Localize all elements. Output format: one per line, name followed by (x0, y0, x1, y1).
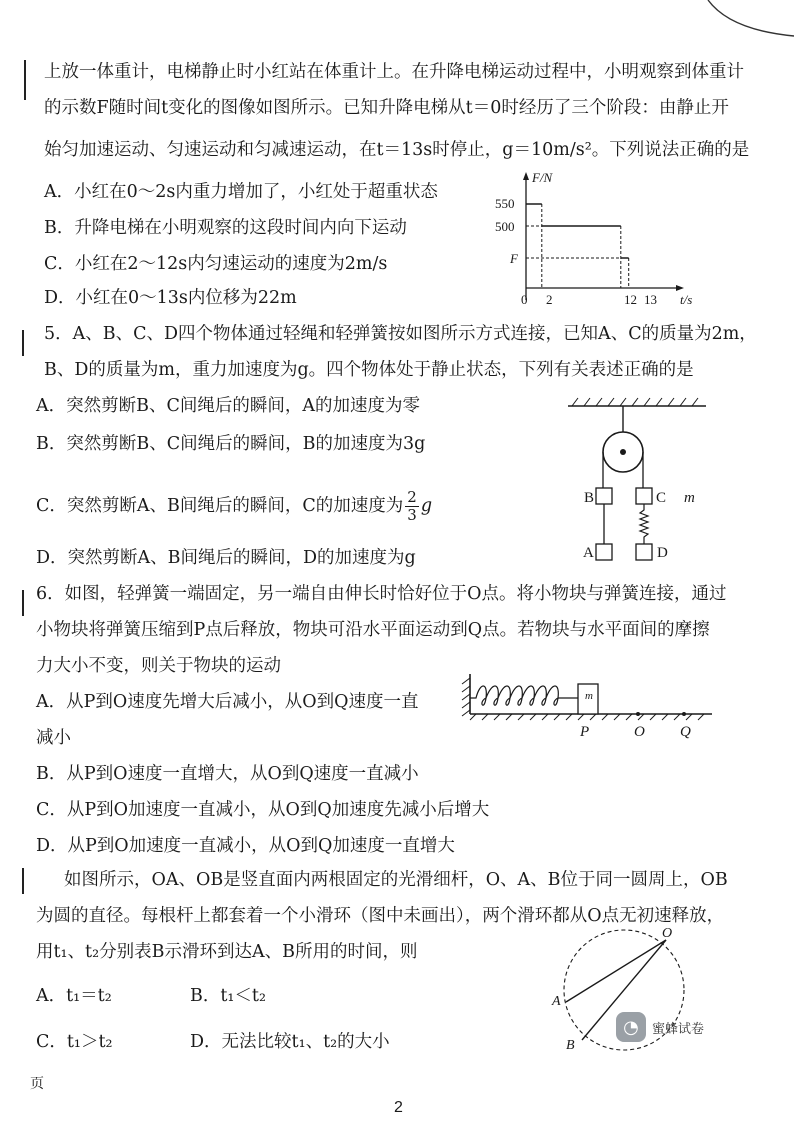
q7-stem-1: 如图所示，OA、OB是竖直面内两根固定的光滑细杆，O、A、B位于同一圆周上，OB (64, 870, 728, 890)
watermark-badge (616, 1012, 704, 1042)
q4-option-a: A．小红在0～2s内重力增加了，小红处于超重状态 (44, 182, 438, 202)
margin-mark (22, 590, 24, 616)
wall-hatch (462, 678, 470, 716)
fraction (405, 489, 419, 524)
fig5-label-m: m (684, 490, 695, 506)
spring-c-d (640, 504, 648, 544)
q6-option-a-1: A．从P到O速度先增大后减小，从O到Q速度一直 (36, 692, 419, 712)
q7-option-b: B．t₁＜t₂ (190, 986, 266, 1006)
fig5-label-b: B (584, 490, 595, 506)
fig5-label-d: D (657, 545, 668, 561)
ceiling-hatch (572, 398, 698, 406)
intro-line-3: 始匀加速运动、匀速运动和匀减速运动，在t＝13s时停止，g＝10m/s²。下列说法正确的是 (44, 140, 750, 160)
force-time-chart (490, 170, 710, 310)
pulley-axle (620, 449, 626, 455)
x-axis-arrow (676, 285, 684, 291)
fig6-label-m: m (585, 690, 593, 702)
q5-option-c-text: C．突然剪断A、B间绳后的瞬间，C的加速度为 (36, 496, 404, 516)
y-tick-f: F (510, 251, 518, 266)
fig5-label-a: A (583, 545, 594, 561)
page-number: 2 (394, 1099, 403, 1116)
block-b (596, 488, 612, 504)
q4-option-d: D．小红在0～13s内位移为22m (44, 288, 297, 308)
q6-stem-1: 6．如图，轻弹簧一端固定，另一端自由伸长时恰好位于O点。将小物块与弹簧连接，通过 (36, 584, 727, 604)
x-tick-12: 12 (624, 292, 637, 307)
q5-option-b: B．突然剪断B、C间绳后的瞬间，B的加速度为3g (36, 434, 426, 454)
margin-mark (22, 330, 24, 356)
x-tick-0: 0 (521, 292, 528, 307)
watermark-logo-icon: ◔ (616, 1012, 646, 1042)
watermark-text: 蜜蜂试卷 (652, 1021, 705, 1037)
q6-option-a-2: 减小 (36, 728, 71, 748)
spring-coil (470, 686, 578, 705)
fraction-denominator: 3 (407, 506, 417, 524)
chart-xlabel: t/s (680, 292, 693, 307)
margin-mark (24, 60, 26, 100)
block-c (636, 488, 652, 504)
q5-option-a: A．突然剪断B、C间绳后的瞬间，A的加速度为零 (36, 396, 421, 416)
fig6-label-o: O (634, 724, 645, 740)
q5-option-c (36, 486, 432, 526)
y-tick-550: 550 (495, 196, 515, 211)
q7-option-d: D．无法比较t₁、t₂的大小 (190, 1032, 390, 1052)
q4-option-c: C．小红在2～12s内匀速运动的速度为2m/s (44, 254, 388, 274)
q6-option-b: B．从P到O速度一直增大，从O到Q速度一直减小 (36, 764, 419, 784)
intro-line-2: 的示数F随时间t变化的图像如图所示。已知升降电梯从t＝0时经历了三个阶段：由静止开 (44, 98, 729, 118)
rod-oa (566, 940, 666, 1002)
block-a (596, 544, 612, 560)
x-tick-2: 2 (546, 292, 553, 307)
footer-left: 页 (30, 1076, 44, 1092)
q7-stem-3: 用t₁、t₂分别表B示滑环到达A、B所用的时间，则 (36, 942, 418, 962)
margin-mark (22, 868, 24, 894)
q6-stem-2: 小物块将弹簧压缩到P点后释放，物块可沿水平面运动到Q点。若物块与水平面间的摩擦 (36, 620, 710, 640)
q5-stem-2: B、D的质量为m，重力加速度为g。四个物体处于静止状态，下列有关表述正确的是 (44, 360, 694, 380)
q5-option-d: D．突然剪断A、B间绳后的瞬间，D的加速度为g (36, 548, 416, 568)
q6-stem-3: 力大小不变，则关于物块的运动 (36, 656, 281, 676)
q7-option-c: C．t₁＞t₂ (36, 1032, 113, 1052)
q6-option-c: C．从P到O加速度一直减小，从O到Q加速度先减小后增大 (36, 800, 490, 820)
fig6-label-q: Q (680, 724, 691, 740)
y-axis-arrow (523, 172, 529, 180)
fig5-label-c: C (656, 490, 667, 506)
point-o (636, 712, 640, 716)
fig7-label-b: B (566, 1038, 575, 1053)
q5-stem-1: 5．A、B、C、D四个物体通过轻绳和轻弹簧按如图所示方式连接，已知A、C的质量为2m， (44, 324, 757, 344)
x-tick-13: 13 (644, 292, 657, 307)
q5-option-c-g: g (420, 496, 433, 516)
fraction-numerator: 2 (407, 488, 417, 506)
q7-stem-2: 为圆的直径。每根杆上都套着一个小滑环（图中未画出），两个滑环都从O点无初速释放， (36, 906, 725, 926)
fig7-label-o: O (662, 926, 673, 941)
fig6-label-p: P (580, 724, 590, 740)
floor-hatch (470, 714, 704, 720)
point-q (682, 712, 686, 716)
block-d (636, 544, 652, 560)
corner-curve (700, 0, 794, 40)
fig7-label-a: A (552, 994, 561, 1009)
y-tick-500: 500 (495, 219, 515, 234)
chart-ylabel: F/N (532, 170, 553, 185)
intro-line-1: 上放一体重计，电梯静止时小红站在体重计上。在升降电梯运动过程中，小明观察到体重计 (44, 62, 744, 82)
q6-option-d: D．从P到O加速度一直减小，从O到Q加速度一直增大 (36, 836, 455, 856)
q7-option-a: A．t₁＝t₂ (36, 986, 112, 1006)
q4-option-b: B．升降电梯在小明观察的这段时间内向下运动 (44, 218, 407, 238)
